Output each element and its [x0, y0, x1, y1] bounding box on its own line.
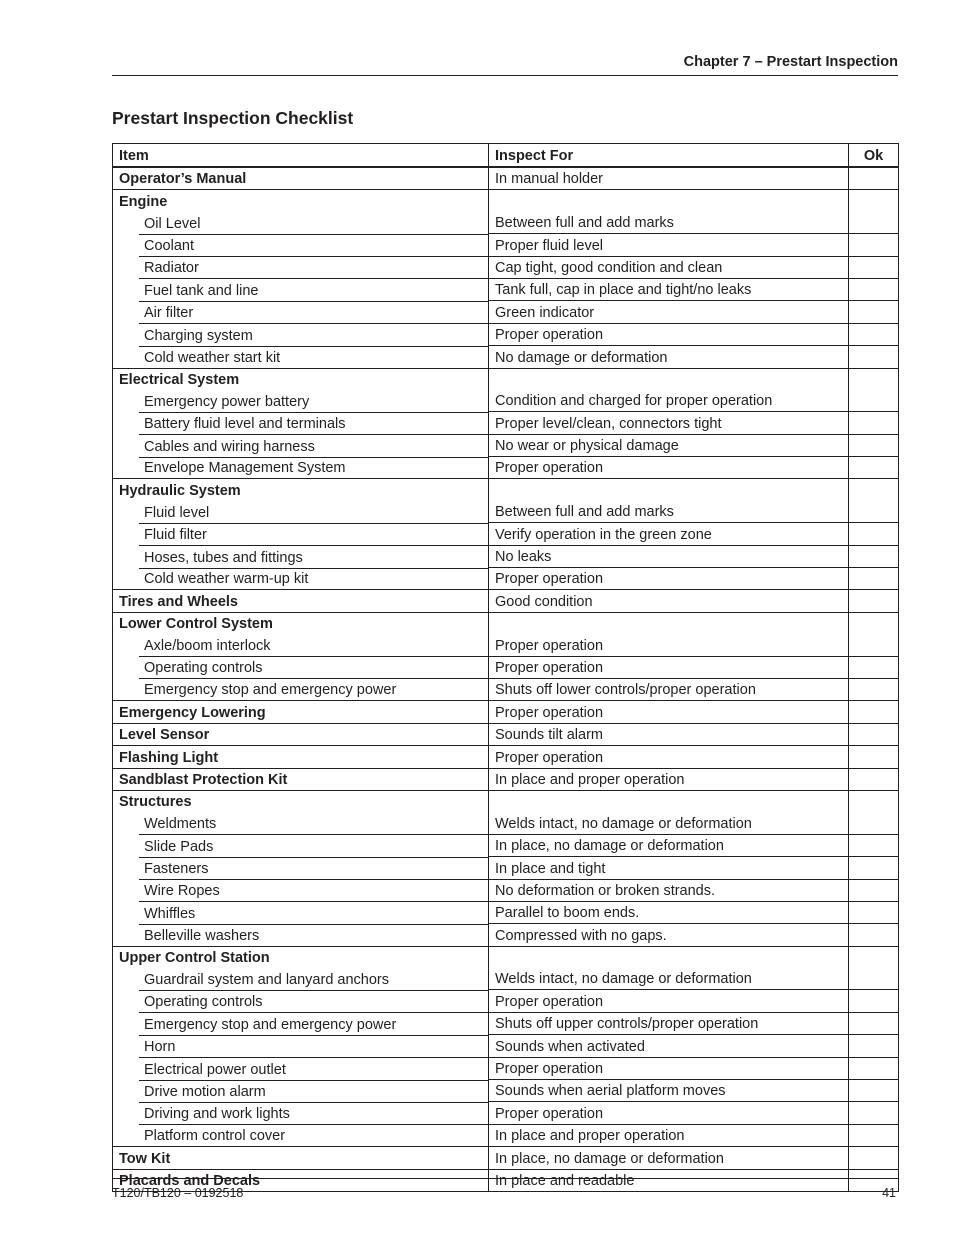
- sub-item-cell: Air filter: [113, 301, 489, 323]
- inspect-for-cell: Proper fluid level: [489, 234, 849, 256]
- inspect-for-cell: [489, 790, 849, 812]
- footer-rule: [112, 1178, 898, 1179]
- ok-checkbox-cell[interactable]: [849, 434, 899, 456]
- table-row: [113, 857, 899, 879]
- ok-checkbox-cell[interactable]: [849, 701, 899, 723]
- ok-checkbox-cell[interactable]: [849, 590, 899, 612]
- inspect-for-cell: In place and readable: [489, 1169, 849, 1191]
- table-row: [113, 434, 899, 456]
- inspect-for-cell: Parallel to boom ends.: [489, 901, 849, 923]
- inspection-checklist-table: [112, 143, 899, 1192]
- item-cell: Tires and Wheels: [113, 590, 489, 612]
- inspect-for-cell: Proper operation: [489, 457, 849, 479]
- sub-item-cell: Cables and wiring harness: [113, 434, 489, 456]
- inspect-for-cell: Shuts off upper controls/proper operation: [489, 1012, 849, 1034]
- sub-item-cell: Driving and work lights: [113, 1102, 489, 1124]
- sub-item-cell: Radiator: [113, 256, 489, 278]
- table-row: [113, 1012, 899, 1034]
- inspect-for-cell: Between full and add marks: [489, 501, 849, 523]
- table-row: [113, 590, 899, 612]
- table-row: [113, 234, 899, 256]
- inspect-for-cell: No deformation or broken strands.: [489, 879, 849, 901]
- inspect-for-cell: Sounds when activated: [489, 1035, 849, 1057]
- sub-item-cell: Battery fluid level and terminals: [113, 412, 489, 434]
- item-cell: Electrical System: [113, 368, 489, 390]
- table-row: [113, 1102, 899, 1124]
- inspect-for-cell: Proper operation: [489, 568, 849, 590]
- sub-item-cell: Fuel tank and line: [113, 278, 489, 300]
- inspect-for-cell: In place, no damage or deformation: [489, 1147, 849, 1169]
- ok-checkbox-cell[interactable]: [849, 924, 899, 946]
- item-cell: Placards and Decals: [113, 1169, 489, 1191]
- table-row: [113, 568, 899, 590]
- ok-checkbox-cell[interactable]: [849, 278, 899, 300]
- ok-checkbox-cell[interactable]: [849, 190, 899, 212]
- inspect-for-cell: Shuts off lower controls/proper operation: [489, 678, 849, 700]
- inspect-for-cell: [489, 946, 849, 968]
- inspect-for-cell: Green indicator: [489, 301, 849, 323]
- sub-item-cell: Weldments: [113, 812, 489, 834]
- sub-item-cell: Hoses, tubes and fittings: [113, 545, 489, 567]
- sub-item-cell: Slide Pads: [113, 834, 489, 856]
- sub-item-cell: Fasteners: [113, 857, 489, 879]
- footer-model-number: T120/TB120 – 0192518: [112, 1186, 244, 1200]
- inspect-for-cell: Proper operation: [489, 990, 849, 1012]
- table-row: [113, 212, 899, 234]
- ok-checkbox-cell[interactable]: [849, 167, 899, 190]
- table-row: [113, 256, 899, 278]
- ok-checkbox-cell[interactable]: [849, 656, 899, 678]
- table-row: [113, 1147, 899, 1169]
- table-row: [113, 879, 899, 901]
- ok-checkbox-cell[interactable]: [849, 746, 899, 768]
- inspect-for-cell: [489, 479, 849, 501]
- sub-item-cell: Cold weather warm-up kit: [113, 568, 489, 590]
- sub-item-cell: Drive motion alarm: [113, 1080, 489, 1102]
- item-cell: Upper Control Station: [113, 946, 489, 968]
- ok-checkbox-cell[interactable]: [849, 501, 899, 523]
- ok-checkbox-cell[interactable]: [849, 1147, 899, 1169]
- sub-item-cell: Belleville washers: [113, 924, 489, 946]
- ok-checkbox-cell[interactable]: [849, 768, 899, 790]
- inspect-for-cell: [489, 190, 849, 212]
- ok-checkbox-cell[interactable]: [849, 634, 899, 656]
- table-row: [113, 545, 899, 567]
- table-header-row: [113, 144, 899, 168]
- table-row: [113, 278, 899, 300]
- inspect-for-cell: In place and proper operation: [489, 1124, 849, 1146]
- table-group-row: [113, 190, 899, 212]
- inspect-for-cell: Proper operation: [489, 323, 849, 345]
- ok-checkbox-cell[interactable]: [849, 834, 899, 856]
- table-row: [113, 746, 899, 768]
- ok-checkbox-cell[interactable]: [849, 212, 899, 234]
- ok-checkbox-cell[interactable]: [849, 1057, 899, 1079]
- table-group-row: [113, 612, 899, 634]
- item-cell: Structures: [113, 790, 489, 812]
- ok-checkbox-cell[interactable]: [849, 368, 899, 390]
- table-row: [113, 1124, 899, 1146]
- item-cell: Lower Control System: [113, 612, 489, 634]
- header-rule: [112, 75, 898, 76]
- sub-item-cell: Wire Ropes: [113, 879, 489, 901]
- inspect-for-cell: Proper operation: [489, 746, 849, 768]
- table-group-row: [113, 368, 899, 390]
- sub-item-cell: Axle/boom interlock: [113, 634, 489, 656]
- ok-checkbox-cell[interactable]: [849, 901, 899, 923]
- column-header-inspect-for: Inspect For: [489, 144, 849, 168]
- inspect-for-cell: Proper level/clean, connectors tight: [489, 412, 849, 434]
- sub-item-cell: Cold weather start kit: [113, 346, 489, 368]
- ok-checkbox-cell[interactable]: [849, 256, 899, 278]
- table-group-row: [113, 479, 899, 501]
- table-row: [113, 1035, 899, 1057]
- sub-item-cell: Emergency stop and emergency power: [113, 678, 489, 700]
- table-row: [113, 1080, 899, 1102]
- table-row: [113, 723, 899, 745]
- ok-checkbox-cell[interactable]: [849, 523, 899, 545]
- inspect-for-cell: In place and tight: [489, 857, 849, 879]
- inspect-for-cell: No wear or physical damage: [489, 434, 849, 456]
- sub-item-cell: Envelope Management System: [113, 457, 489, 479]
- table-row: [113, 901, 899, 923]
- ok-checkbox-cell[interactable]: [849, 234, 899, 256]
- inspect-for-cell: Cap tight, good condition and clean: [489, 256, 849, 278]
- item-cell: Operator’s Manual: [113, 167, 489, 190]
- ok-checkbox-cell[interactable]: [849, 1012, 899, 1034]
- ok-checkbox-cell[interactable]: [849, 990, 899, 1012]
- ok-checkbox-cell[interactable]: [849, 346, 899, 368]
- ok-checkbox-cell[interactable]: [849, 968, 899, 990]
- table-row: [113, 768, 899, 790]
- sub-item-cell: Fluid filter: [113, 523, 489, 545]
- table-row: [113, 346, 899, 368]
- inspect-for-cell: In place, no damage or deformation: [489, 834, 849, 856]
- inspect-for-cell: Proper operation: [489, 1057, 849, 1079]
- ok-checkbox-cell[interactable]: [849, 457, 899, 479]
- ok-checkbox-cell[interactable]: [849, 723, 899, 745]
- table-row: [113, 924, 899, 946]
- ok-checkbox-cell[interactable]: [849, 323, 899, 345]
- page-number: 41: [882, 1186, 896, 1200]
- sub-item-cell: Whiffles: [113, 901, 489, 923]
- ok-checkbox-cell[interactable]: [849, 812, 899, 834]
- sub-item-cell: Coolant: [113, 234, 489, 256]
- item-cell: Flashing Light: [113, 746, 489, 768]
- ok-checkbox-cell[interactable]: [849, 678, 899, 700]
- inspect-for-cell: [489, 612, 849, 634]
- inspect-for-cell: No leaks: [489, 545, 849, 567]
- inspect-for-cell: [489, 368, 849, 390]
- inspect-for-cell: Tank full, cap in place and tight/no leaks: [489, 278, 849, 300]
- item-cell: Hydraulic System: [113, 479, 489, 501]
- ok-checkbox-cell[interactable]: [849, 479, 899, 501]
- table-row: [113, 634, 899, 656]
- item-cell: Tow Kit: [113, 1147, 489, 1169]
- inspect-for-cell: Between full and add marks: [489, 212, 849, 234]
- column-header-ok: Ok: [849, 144, 899, 168]
- inspect-for-cell: Compressed with no gaps.: [489, 924, 849, 946]
- inspect-for-cell: Welds intact, no damage or deformation: [489, 968, 849, 990]
- ok-checkbox-cell[interactable]: [849, 568, 899, 590]
- ok-checkbox-cell[interactable]: [849, 946, 899, 968]
- item-cell: Sandblast Protection Kit: [113, 768, 489, 790]
- table-row: [113, 678, 899, 700]
- inspect-for-cell: Sounds when aerial platform moves: [489, 1080, 849, 1102]
- table-row: [113, 990, 899, 1012]
- inspect-for-cell: Proper operation: [489, 1102, 849, 1124]
- table-row: [113, 301, 899, 323]
- table-row: [113, 1057, 899, 1079]
- ok-checkbox-cell[interactable]: [849, 857, 899, 879]
- table-row: [113, 501, 899, 523]
- inspect-for-cell: Proper operation: [489, 656, 849, 678]
- table-row: [113, 457, 899, 479]
- table-row: [113, 656, 899, 678]
- table-row: [113, 167, 899, 190]
- sub-item-cell: Guardrail system and lanyard anchors: [113, 968, 489, 990]
- ok-checkbox-cell[interactable]: [849, 545, 899, 567]
- inspect-for-cell: Good condition: [489, 590, 849, 612]
- ok-checkbox-cell[interactable]: [849, 412, 899, 434]
- ok-checkbox-cell[interactable]: [849, 879, 899, 901]
- page-title: Prestart Inspection Checklist: [112, 108, 354, 128]
- table-row: [113, 812, 899, 834]
- table-row: [113, 323, 899, 345]
- sub-item-cell: Emergency stop and emergency power: [113, 1012, 489, 1034]
- column-header-item: Item: [113, 144, 489, 168]
- inspect-for-cell: Welds intact, no damage or deformation: [489, 812, 849, 834]
- ok-checkbox-cell[interactable]: [849, 612, 899, 634]
- ok-checkbox-cell[interactable]: [849, 1102, 899, 1124]
- sub-item-cell: Fluid level: [113, 501, 489, 523]
- inspect-for-cell: Condition and charged for proper operation: [489, 390, 849, 412]
- item-cell: Level Sensor: [113, 723, 489, 745]
- sub-item-cell: Oil Level: [113, 212, 489, 234]
- table-row: [113, 523, 899, 545]
- ok-checkbox-cell[interactable]: [849, 1035, 899, 1057]
- item-cell: Engine: [113, 190, 489, 212]
- table-row: [113, 390, 899, 412]
- ok-checkbox-cell[interactable]: [849, 790, 899, 812]
- ok-checkbox-cell[interactable]: [849, 301, 899, 323]
- sub-item-cell: Operating controls: [113, 990, 489, 1012]
- sub-item-cell: Electrical power outlet: [113, 1057, 489, 1079]
- chapter-header: Chapter 7 – Prestart Inspection: [683, 54, 898, 70]
- table-row: [113, 412, 899, 434]
- table-group-row: [113, 790, 899, 812]
- table-row: [113, 834, 899, 856]
- inspect-for-cell: Proper operation: [489, 701, 849, 723]
- sub-item-cell: Emergency power battery: [113, 390, 489, 412]
- sub-item-cell: Charging system: [113, 323, 489, 345]
- ok-checkbox-cell[interactable]: [849, 1080, 899, 1102]
- inspect-for-cell: In manual holder: [489, 167, 849, 190]
- ok-checkbox-cell[interactable]: [849, 390, 899, 412]
- inspect-for-cell: Verify operation in the green zone: [489, 523, 849, 545]
- sub-item-cell: Platform control cover: [113, 1124, 489, 1146]
- table-row: [113, 701, 899, 723]
- ok-checkbox-cell[interactable]: [849, 1124, 899, 1146]
- inspect-for-cell: No damage or deformation: [489, 346, 849, 368]
- inspect-for-cell: Sounds tilt alarm: [489, 723, 849, 745]
- table-group-row: [113, 946, 899, 968]
- inspect-for-cell: In place and proper operation: [489, 768, 849, 790]
- item-cell: Emergency Lowering: [113, 701, 489, 723]
- inspect-for-cell: Proper operation: [489, 634, 849, 656]
- table-row: [113, 968, 899, 990]
- sub-item-cell: Horn: [113, 1035, 489, 1057]
- sub-item-cell: Operating controls: [113, 656, 489, 678]
